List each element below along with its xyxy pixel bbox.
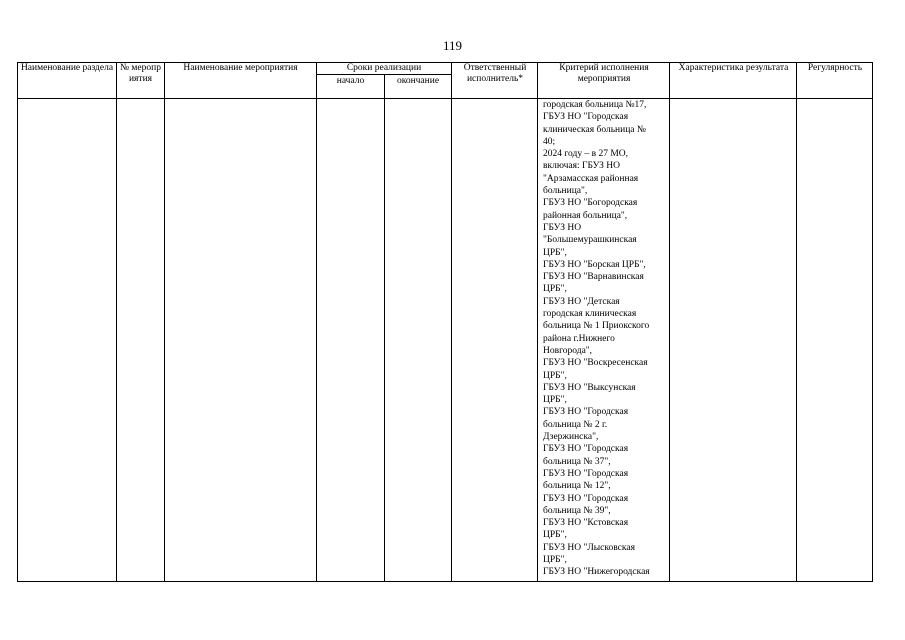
col-border-6 [537,62,538,582]
criterion-line: ГБУЗ НО "Городская [543,112,629,123]
header-event-name: Наименование мероприятия [183,63,298,73]
header-bottom-border [17,98,873,99]
col-border-8 [796,62,797,582]
criterion-line: ГБУЗ НО "Детская [543,296,620,307]
criterion-line: Дзержинска", [543,432,599,443]
criterion-line: больница № 12", [543,481,611,492]
criterion-line: ЦРБ", [543,530,567,541]
page-number: 119 [442,38,463,53]
criterion-line: 2024 году – в 27 МО, [543,149,629,160]
header-criterion: Критерий исполнения мероприятия [559,63,649,84]
header-deadlines: Сроки реализации [346,63,422,73]
col-border-7 [669,62,670,582]
criterion-line: ЦРБ", [543,370,567,381]
criterion-line: "Большемурашкинская [543,235,637,246]
criterion-line: ГБУЗ НО "Городская [543,444,629,455]
criterion-line: больница № 2 г. [543,419,608,430]
header-start: начало [336,76,365,86]
header-end: окончание [396,76,440,86]
col-border-4 [384,74,385,582]
criterion-line: ГБУЗ НО "Борская ЦРБ", [543,259,646,270]
criterion-line: ГБУЗ НО "Кстовская [543,518,629,529]
criterion-line: "Арзамасская районная [543,173,639,184]
criterion-line: больница № 39", [543,505,611,516]
col-border-3 [316,62,317,582]
criterion-line: ГБУЗ НО "Городская [543,407,629,418]
header-regularity: Регулярность [807,63,863,73]
criterion-line: больница", [543,186,588,197]
criterion-line: больница № 37", [543,456,611,467]
criterion-line: городская больница №17, [543,100,647,110]
header-responsible: Ответственный исполнитель* [463,63,527,84]
col-border-0 [17,62,18,582]
col-border-2 [164,62,165,582]
col-border-9 [872,62,873,582]
data-table [17,62,873,582]
header-result: Характеристика результата [678,63,789,73]
criterion-line: Новгорода", [543,345,593,356]
col-border-1 [116,62,117,582]
criterion-line: ГБУЗ НО "Воскресенская [543,358,648,369]
table-bottom-border [17,581,873,582]
criterion-line: ГБУЗ НО "Лысковская [543,542,635,553]
criterion-line: ГБУЗ НО "Городская [543,468,629,479]
criterion-line: ГБУЗ НО "Богородская [543,198,638,209]
criterion-line: городская клиническая [543,309,637,320]
criterion-line: ГБУЗ НО [543,222,582,233]
criterion-line: района г.Нижнего [543,333,615,344]
criterion-line: районная больница", [543,210,628,221]
criterion-line: ГБУЗ НО "Варнавинская [543,272,644,283]
criterion-line: включая: ГБУЗ НО [543,161,621,172]
criterion-line: ЦРБ", [543,284,567,295]
criterion-line: ЦРБ", [543,395,567,406]
criterion-line: ГБУЗ НО "Выксунская [543,382,636,393]
criterion-line: ГБУЗ НО "Городская [543,493,629,504]
header-section-name: Наименование раздела [20,63,114,73]
header-event-no: № меропр иятия [119,63,161,84]
criterion-line: 40; [543,136,556,147]
col-border-5 [451,62,452,582]
criterion-line: клиническая больница № [543,124,646,135]
criterion-line: больница № 1 Приокского [543,321,650,332]
criterion-line: ЦРБ", [543,554,567,565]
criterion-line: ГБУЗ НО "Нижегородская [543,567,650,578]
criterion-cell [543,99,667,581]
criterion-line: ЦРБ", [543,247,567,258]
